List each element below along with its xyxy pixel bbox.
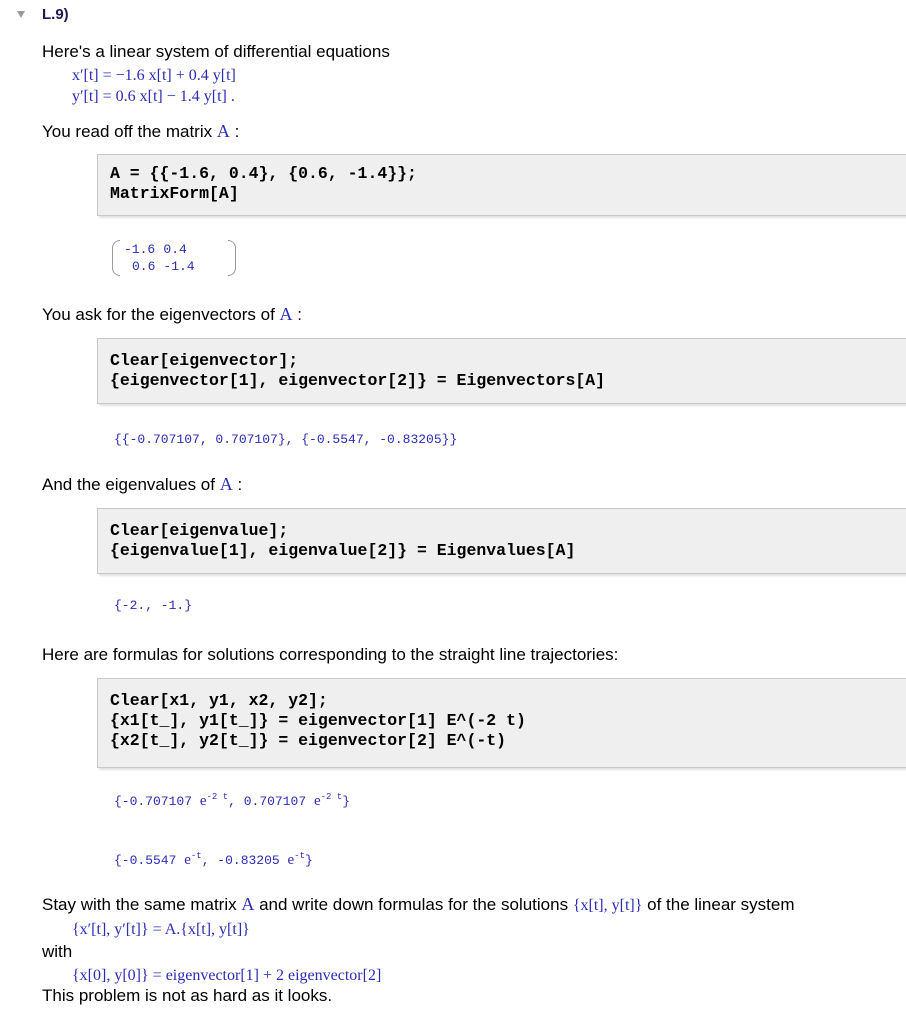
matrix-symbol: A: [219, 474, 233, 494]
closing-text: This problem is not as hard as it looks.: [42, 986, 333, 1005]
formulas-text: Here are formulas for solutions corresponding to the straight line trajectories:: [42, 645, 619, 664]
task-line: [42, 895, 795, 915]
colon: :: [237, 475, 243, 494]
output-exp-base: e: [199, 793, 207, 809]
ask-eigenvectors-line: [42, 305, 302, 325]
ask-eigenvectors-text: You ask for the eigenvectors of: [42, 305, 275, 324]
code-line: {eigenvector[1], eigenvector[2]} = Eigenvectors[A]: [110, 371, 606, 390]
code-line: {x1[t_], y1[t_]} = eigenvector[1] E^(-2 t): [110, 711, 526, 730]
output-exp-base: e: [313, 793, 321, 809]
read-matrix-line: [42, 122, 239, 142]
ask-eigenvalues-line: [42, 475, 242, 495]
output-exp-base: e: [184, 852, 191, 868]
output-part: }: [305, 853, 313, 868]
output-part: , -0.83205: [201, 853, 288, 868]
matrix-symbol: A: [216, 121, 230, 141]
output-part: }: [342, 794, 351, 809]
matrix-symbol: A: [241, 894, 255, 914]
collapse-triangle-icon[interactable]: [17, 11, 25, 18]
input-cell-eigenvalues[interactable]: [97, 508, 906, 574]
solution-2-output: [114, 851, 313, 869]
code-line: {x2[t_], y2[t_]} = eigenvector[2] E^(-t): [110, 731, 507, 750]
matrix-output: [112, 240, 236, 276]
colon: :: [297, 305, 302, 324]
colon: :: [234, 122, 240, 141]
output-exp-base: e: [287, 852, 295, 868]
read-matrix-text: You read off the matrix: [42, 122, 213, 141]
equation-y: y′[t] = 0.6 x[t] − 1.4 y[t] .: [72, 88, 235, 105]
eigenvalues-output: {-2., -1.}: [114, 598, 193, 613]
intro-text: Here's a linear system of differential equations: [42, 42, 390, 61]
input-cell-eigenvectors[interactable]: [97, 338, 906, 404]
solution-1-output: [114, 792, 350, 810]
output-part: {-0.707107: [114, 794, 200, 809]
output-part: {-0.5547: [114, 853, 185, 868]
section-label: L.9): [42, 6, 69, 23]
input-cell-matrix[interactable]: [97, 154, 906, 216]
output-exponent: -2 t: [320, 792, 343, 802]
input-cell-straight-line-solutions[interactable]: [97, 678, 906, 768]
output-exponent: -t: [190, 851, 202, 861]
initial-condition: {x[0], y[0]} = eigenvector[1] + 2 eigenvector[2]: [72, 967, 382, 984]
code-line: Clear[eigenvalue];: [110, 521, 289, 540]
task-text: of the linear system: [647, 895, 795, 914]
code-line: Clear[x1, y1, x2, y2];: [110, 691, 328, 710]
matrix-symbol: A: [279, 304, 293, 324]
output-exponent: -2 t: [206, 792, 229, 802]
ask-eigenvalues-text: And the eigenvalues of: [42, 475, 215, 494]
system-equation: {x′[t], y′[t]} = A.{x[t], y[t]}: [72, 921, 250, 938]
solution-vector: {x[t], y[t]}: [572, 897, 643, 914]
matrix-cell: 0.4: [163, 242, 187, 257]
matrix-cell: -1.4: [163, 259, 195, 274]
output-exponent: -t: [294, 851, 306, 861]
eigenvectors-output: {{-0.707107, 0.707107}, {-0.5547, -0.83205}}: [114, 432, 458, 447]
code-line: Clear[eigenvector];: [110, 351, 299, 370]
left-paren-icon: [112, 240, 120, 276]
with-text: with: [42, 942, 73, 961]
right-paren-icon: [228, 240, 236, 276]
matrix-cell: 0.6: [132, 259, 156, 274]
equation-x: x′[t] = −1.6 x[t] + 0.4 y[t]: [72, 67, 236, 84]
code-line: MatrixForm[A]: [110, 184, 239, 203]
task-text: Stay with the same matrix: [42, 895, 237, 914]
matrix-cell: -1.6: [124, 242, 156, 257]
output-part: , 0.707107: [228, 794, 314, 809]
code-line: A = {{-1.6, 0.4}, {0.6, -1.4}};: [110, 164, 417, 183]
task-text: and write down formulas for the solutions: [259, 895, 569, 914]
code-line: {eigenvalue[1], eigenvalue[2]} = Eigenvalues[A]: [110, 541, 576, 560]
